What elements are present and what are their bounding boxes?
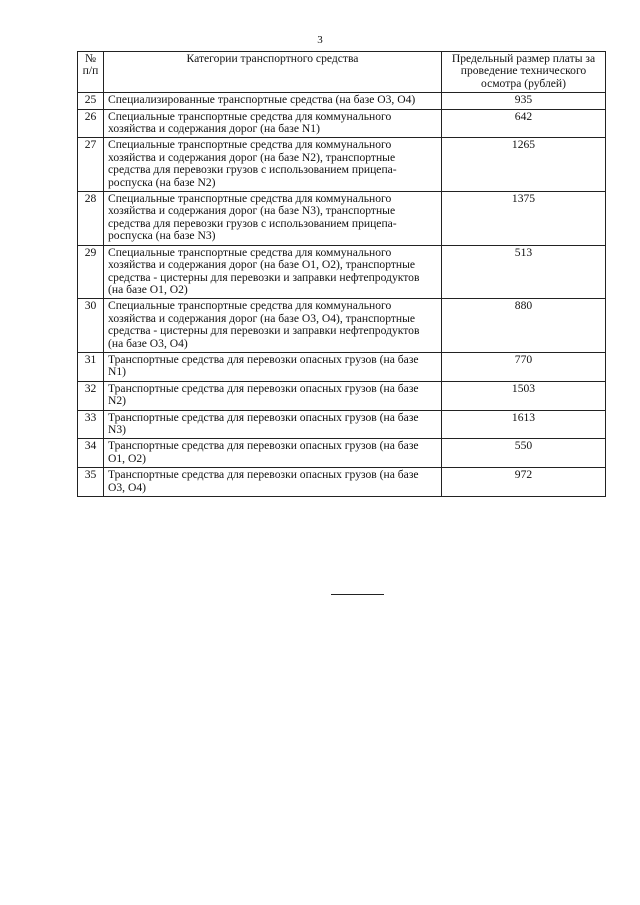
table-row <box>78 138 606 192</box>
row-number: 34 <box>78 439 104 468</box>
row-category: Специальные транспортные средства для коммунального хозяйства и содержания дорог (на базе О1, О2), транспортные средства - цистерны для перевозки и заправки нефтепродуктов (на базе О1, О2) <box>104 245 442 299</box>
table-row <box>78 410 606 439</box>
table-row <box>78 299 606 353</box>
table-row <box>78 352 606 381</box>
row-number: 25 <box>78 93 104 109</box>
row-number: 31 <box>78 352 104 381</box>
fees-table <box>77 51 606 497</box>
row-fee: 1265 <box>442 138 606 192</box>
table-row <box>78 439 606 468</box>
table-row <box>78 192 606 246</box>
header-category: Категории транспортного средства <box>104 52 442 93</box>
end-rule <box>331 594 384 595</box>
row-fee: 1375 <box>442 192 606 246</box>
table-row <box>78 93 606 109</box>
row-number: 28 <box>78 192 104 246</box>
row-fee: 642 <box>442 109 606 138</box>
table-row <box>78 109 606 138</box>
row-category: Транспортные средства для перевозки опасных грузов (на базе О3, О4) <box>104 468 442 497</box>
row-fee: 513 <box>442 245 606 299</box>
row-number: 27 <box>78 138 104 192</box>
row-fee: 770 <box>442 352 606 381</box>
row-number: 29 <box>78 245 104 299</box>
row-category: Транспортные средства для перевозки опасных грузов (на базе О1, О2) <box>104 439 442 468</box>
page-number: 3 <box>317 34 323 46</box>
row-number: 32 <box>78 381 104 410</box>
row-category: Специальные транспортные средства для коммунального хозяйства и содержания дорог (на базе N1) <box>104 109 442 138</box>
table-header-row <box>78 52 606 93</box>
row-fee: 1613 <box>442 410 606 439</box>
row-category: Специальные транспортные средства для коммунального хозяйства и содержания дорог (на базе О3, О4), транспортные средства - цистерны для перевозки и заправки нефтепродуктов (на базе О3, О4) <box>104 299 442 353</box>
row-fee: 935 <box>442 93 606 109</box>
row-number: 33 <box>78 410 104 439</box>
row-number: 26 <box>78 109 104 138</box>
table-row <box>78 245 606 299</box>
header-number: № п/п <box>78 52 104 93</box>
row-category: Специальные транспортные средства для коммунального хозяйства и содержания дорог (на базе N2), транспортные средства для перевозки грузов с использованием прицепа-роспуска (на базе N2) <box>104 138 442 192</box>
row-number: 30 <box>78 299 104 353</box>
row-fee: 972 <box>442 468 606 497</box>
row-fee: 550 <box>442 439 606 468</box>
row-category: Специальные транспортные средства для коммунального хозяйства и содержания дорог (на базе N3), транспортные средства для перевозки грузов с использованием прицепа-роспуска (на базе N3) <box>104 192 442 246</box>
row-number: 35 <box>78 468 104 497</box>
row-category: Транспортные средства для перевозки опасных грузов (на базе N2) <box>104 381 442 410</box>
table-row <box>78 381 606 410</box>
row-fee: 880 <box>442 299 606 353</box>
row-category: Транспортные средства для перевозки опасных грузов (на базе N1) <box>104 352 442 381</box>
header-fee: Предельный размер платы за проведение технического осмотра (рублей) <box>442 52 606 93</box>
row-fee: 1503 <box>442 381 606 410</box>
row-category: Специализированные транспортные средства (на базе О3, О4) <box>104 93 442 109</box>
row-category: Транспортные средства для перевозки опасных грузов (на базе N3) <box>104 410 442 439</box>
table-row <box>78 468 606 497</box>
